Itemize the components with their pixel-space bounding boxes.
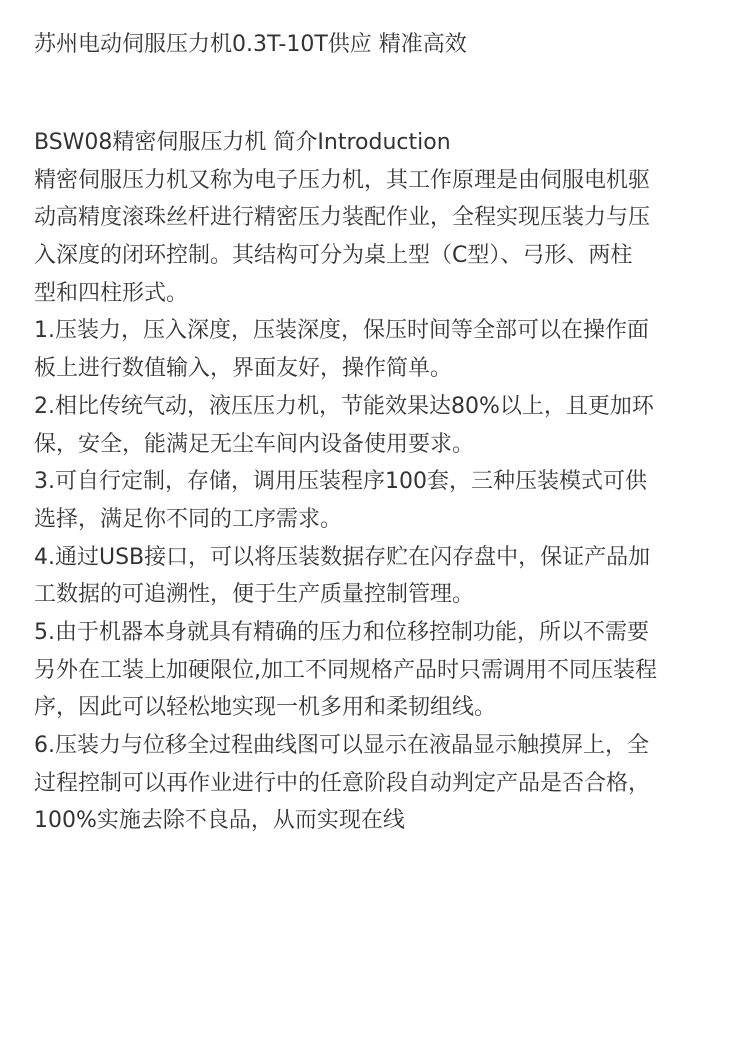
paragraph-line: 1.压装力，压入深度，压装深度，保压时间等全部可以在操作面: [34, 318, 649, 344]
paragraph-line: 板上进行数值输入，界面友好，操作简单。: [34, 356, 453, 382]
paragraph-line: 5.由于机器本身就具有精确的压力和位移控制功能，所以不需要: [34, 619, 649, 645]
paragraph-line: 工数据的可追溯性，便于生产质量控制管理。: [34, 582, 475, 608]
paragraph-line: 动高精度滚珠丝杆进行精密压力装配作业，全程实现压装力与压: [34, 205, 651, 231]
paragraph-line: 保，安全，能满足无尘车间内设备使用要求。: [34, 431, 475, 457]
paragraph-line: 精密伺服压力机又称为电子压力机，其工作原理是由伺服电机驱: [34, 167, 651, 193]
paragraph-line: 型和四柱形式。: [34, 280, 189, 306]
paragraph-line: 序，因此可以轻松地实现一机多用和柔韧组线。: [34, 695, 497, 721]
page-title: 苏州电动伺服压力机0.3T-10T供应 精准高效: [34, 32, 467, 57]
paragraph-line: 另外在工装上加硬限位,加工不同规格产品时只需调用不同压装程: [34, 657, 657, 683]
paragraph-line: 4.通过USB接口，可以将压装数据存贮在闪存盘中，保证产品加: [34, 544, 651, 570]
paragraph-line: 3.可自行定制，存储，调用压装程序100套，三种压装模式可供: [34, 469, 647, 495]
paragraph-line: 过程控制可以再作业进行中的任意阶段自动判定产品是否合格，: [34, 770, 651, 796]
paragraph-line: 6.压装力与位移全过程曲线图可以显示在液晶显示触摸屏上，全: [34, 733, 649, 758]
section-heading: BSW08精密伺服压力机 简介Introduction: [34, 130, 451, 155]
paragraph-line: 入深度的闭环控制。其结构可分为桌上型（C型）、弓形、两柱: [34, 243, 633, 269]
paragraph-line: 选择，满足你不同的工序需求。: [34, 506, 343, 532]
paragraph-line: 100%实施去除不良品，从而实现在线: [34, 808, 405, 834]
article-body: [34, 124, 724, 840]
paragraph-line: 2.相比传统气动，液压压力机，节能效果达80%以上，且更加环: [34, 393, 654, 419]
